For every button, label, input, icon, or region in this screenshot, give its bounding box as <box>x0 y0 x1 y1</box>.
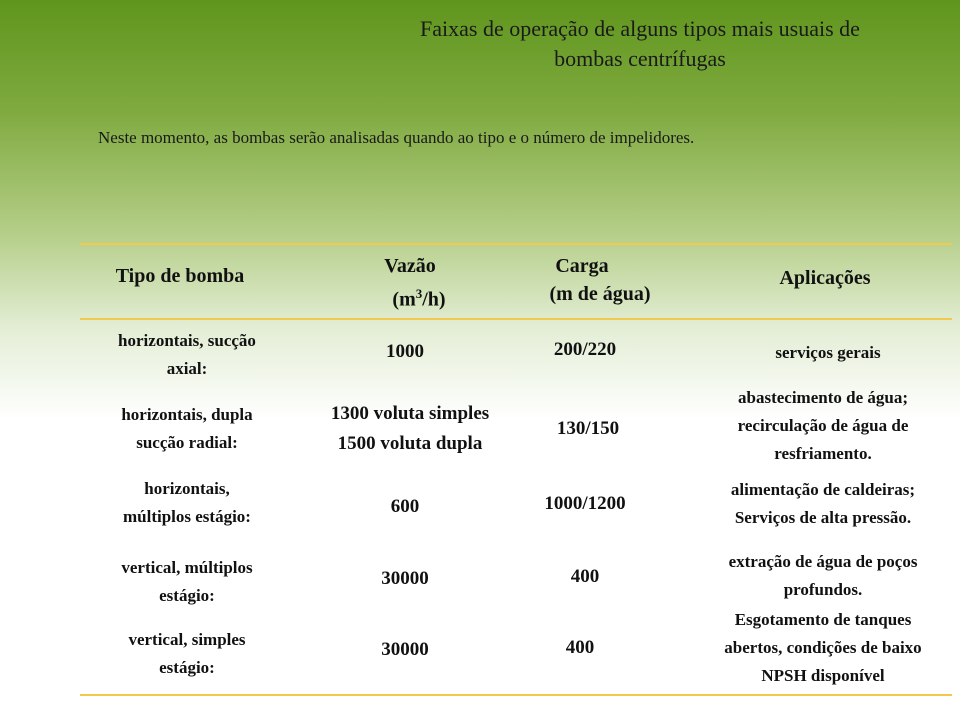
row-3-aplicacoes-line-1: alimentação de caldeiras; <box>730 480 916 499</box>
row-2-carga: 130/150 <box>556 418 620 439</box>
row-4-carga: 400 <box>570 566 600 587</box>
row-4-tipo-line-1: vertical, múltiplos <box>121 558 253 577</box>
row-2-tipo <box>72 401 302 457</box>
row-5-vazao <box>305 635 505 665</box>
row-4-tipo <box>72 554 302 610</box>
row-4-vazao <box>305 564 505 594</box>
row-4-aplicacoes <box>690 548 956 604</box>
row-5-aplicacoes-line-1: Esgotamento de tanques <box>734 610 912 629</box>
header-vazao <box>310 252 510 314</box>
row-3-vazao <box>305 492 505 522</box>
row-3-carga: 1000/1200 <box>544 493 626 514</box>
row-2-tipo-line-2: sucção radial: <box>136 433 238 452</box>
row-4-vazao-line-1: 30000 <box>381 568 429 589</box>
row-2-aplicacoes-line-1: abastecimento de água; <box>738 388 908 407</box>
row-2-aplicacoes-line-3: resfriamento. <box>774 444 872 463</box>
header-tipo: Tipo de bomba <box>115 265 245 287</box>
slide-title-line-1: Faixas de operação de alguns tipos mais usuais de <box>420 16 860 41</box>
row-1-tipo-line-1: horizontais, sucção <box>118 331 256 350</box>
row-5-tipo-line-2: estágio: <box>159 658 215 677</box>
row-3-aplicacoes-line-2: Serviços de alta pressão. <box>734 508 912 527</box>
row-3-aplicacoes <box>690 476 956 532</box>
row-1-aplicacoes-line-1: serviços gerais <box>775 343 881 362</box>
row-3-tipo <box>72 475 302 531</box>
row-1-vazao-line-1: 1000 <box>386 341 424 362</box>
row-4-aplicacoes-line-1: extração de água de poços <box>728 552 918 571</box>
header-carga-line-2: (m de água) <box>549 283 651 305</box>
header-carga <box>500 252 700 308</box>
row-1-tipo <box>72 327 302 383</box>
row-1-tipo-line-2: axial: <box>166 359 208 378</box>
header-aplicacoes: Aplicações <box>779 267 871 289</box>
header-vazao-line-1: Vazão <box>384 255 436 277</box>
row-1-aplicacoes <box>700 339 956 367</box>
header-carga-line-1: Carga <box>555 255 609 277</box>
row-3-vazao-line-1: 600 <box>390 496 420 517</box>
row-4-aplicacoes-line-2: profundos. <box>783 580 863 599</box>
table-top-rule <box>80 243 952 245</box>
row-2-tipo-line-1: horizontais, dupla <box>121 405 253 424</box>
header-vazao-unit-pre: (m <box>392 288 416 311</box>
slide-title-line-2: bombas centrífugas <box>554 46 726 71</box>
row-2-vazao-line-1: 1300 voluta simples <box>330 403 490 424</box>
row-1-vazao <box>305 337 505 367</box>
row-5-vazao-line-1: 30000 <box>381 639 429 660</box>
row-5-aplicacoes-line-2: abertos, condições de baixo <box>724 638 922 657</box>
header-vazao-unit-post: /h) <box>422 288 446 311</box>
table-header-rule <box>80 318 952 320</box>
row-3-tipo-line-2: múltiplos estágio: <box>123 507 251 526</box>
slide-title <box>360 14 920 74</box>
row-5-tipo-line-1: vertical, simples <box>128 630 246 649</box>
row-2-aplicacoes <box>690 384 956 468</box>
row-5-tipo <box>72 626 302 682</box>
row-1-carga: 200/220 <box>553 339 617 360</box>
row-5-aplicacoes <box>690 606 956 690</box>
table-bottom-rule <box>80 694 952 696</box>
row-2-aplicacoes-line-2: recirculação de água de <box>737 416 909 435</box>
row-3-tipo-line-1: horizontais, <box>144 479 230 498</box>
row-5-aplicacoes-line-3: NPSH disponível <box>761 666 885 685</box>
header-vazao-line-2 <box>310 280 510 314</box>
row-4-tipo-line-2: estágio: <box>159 586 215 605</box>
header-vazao-unit-sup: 3 <box>415 286 423 301</box>
row-5-carga: 400 <box>565 637 595 658</box>
slide-subtitle: Neste momento, as bombas serão analisadas quando ao tipo e o número de impelidores. <box>98 128 695 147</box>
row-2-vazao-line-2: 1500 voluta dupla <box>337 433 483 454</box>
